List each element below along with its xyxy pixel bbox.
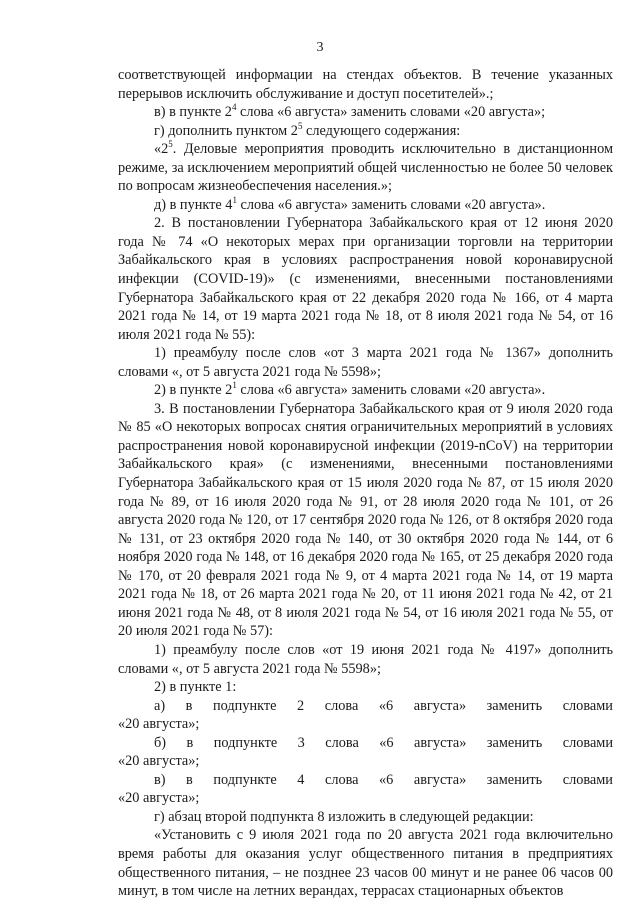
paragraph-new-wording: «Установить с 9 июля 2021 года по 20 августа 2021 года включительно время работы для оказания услуг общественного питания в предприятиях общественного питания, – не позднее 23 часов 00 минут и не ранее 06 часов 00 минут, в том числе на летних верандах, террасах стационарных объектов	[118, 827, 613, 900]
document-body	[118, 66, 613, 901]
subitem-c-row: в) в подпункте 4 слова «6 августа» заменить словами	[154, 771, 613, 788]
paragraph-item-v: в) в пункте $2^4$ слова «6 августа» заменить словами «20 августа»;	[154, 102, 546, 121]
page-number: 3	[316, 40, 324, 55]
paragraph-continuation: соответствующей информации на стендах объектов. В течение указанных перерывов исключить обслуживание и доступ посетителей».;	[118, 67, 613, 102]
paragraph-new-point: «$2^5$. Деловые мероприятия проводить исключительно в дистанционном режиме, за исключением мероприятий общей численностью не более 50 человек по вопросам жизнеобеспечения населения.»;	[118, 139, 613, 195]
subitem-a-tail: «20 августа»;	[118, 716, 200, 733]
paragraph-preamble-2: 1) преамбулу после слов «от 19 июня 2021 года № 4197» дополнить словами «, от 5 августа 2021 года № 5598»;	[118, 641, 613, 677]
paragraph-item-g-abzac: г) абзац второй подпункта 8 изложить в следующей редакции:	[154, 808, 534, 825]
paragraph-section-2: 2. В постановлении Губернатора Забайкальского края от 12 июня 2020 года № 74 «О некоторых мерах при организации торговли на территории Забайкальского края в условиях распространения новой коронавирусной инфекции (COVID-19)» (с изменениями, внесенными постановлениями Губернатора Забайкальского края от 22 декабря 2020 года № 166, от 4 марта 2021 года № 14, от 19 марта 2021 года № 18, от 8 июля 2021 года № 54, от 16 июля 2021 года № 55):	[118, 215, 613, 343]
paragraph-item-2: 2) в пункте $2^1$ слова «6 августа» заменить словами «20 августа».	[154, 380, 546, 399]
subitem-b-tail: «20 августа»;	[118, 753, 200, 770]
subitem-c-tail: «20 августа»;	[118, 790, 200, 807]
subitem-b-row: б) в подпункте 3 слова «6 августа» заменить словами	[154, 734, 613, 751]
paragraph-item-g: г) дополнить пунктом $2^5$ следующего содержания:	[154, 120, 461, 139]
paragraph-section-3: 3. В постановлении Губернатора Забайкальского края от 9 июля 2020 года № 85 «О некоторых вопросах снятия ограничительных мероприятий в условиях распространения новой коронавирусной инфекции (2019-nCoV) на территории Забайкальского края» (с изменениями, внесенными постановлениями Губернатора Забайкальского края от 15 июля 2020 года № 87, от 15 июля 2020 года № 89, от 16 июля 2020 года № 91, от 28 июля 2020 года № 101, от 26 августа 2020 года № 120, от 17 сентября 2020 года № 126, от 8 октября 2020 года № 131, от 23 октября 2020 года № 140, от 30 октября 2020 года № 144, от 6 ноября 2020 года № 148, от 16 декабря 2020 года № 165, от 25 декабря 2020 года № 170, от 20 февраля 2021 года № 9, от 4 марта 2021 года № 14, от 19 марта 2021 года № 18, от 26 марта 2021 года № 20, от 11 июня 2021 года № 42, от 21 июня 2021 года № 48, от 8 июля 2021 года № 54, от 16 июля 2021 года № 55, от 20 июля 2021 года № 57):	[118, 400, 613, 640]
paragraph-item-d: д) в пункте $4^1$ слова «6 августа» заменить словами «20 августа».	[154, 195, 546, 213]
subitem-a-row: а) в подпункте 2 слова «6 августа» заменить словами	[154, 697, 613, 714]
paragraph-item-1: 2) в пункте 1:	[154, 679, 237, 696]
paragraph-preamble-1: 1) преамбулу после слов «от 3 марта 2021 года № 1367» дополнить словами «, от 5 августа 2021 года № 5598»;	[118, 345, 613, 380]
